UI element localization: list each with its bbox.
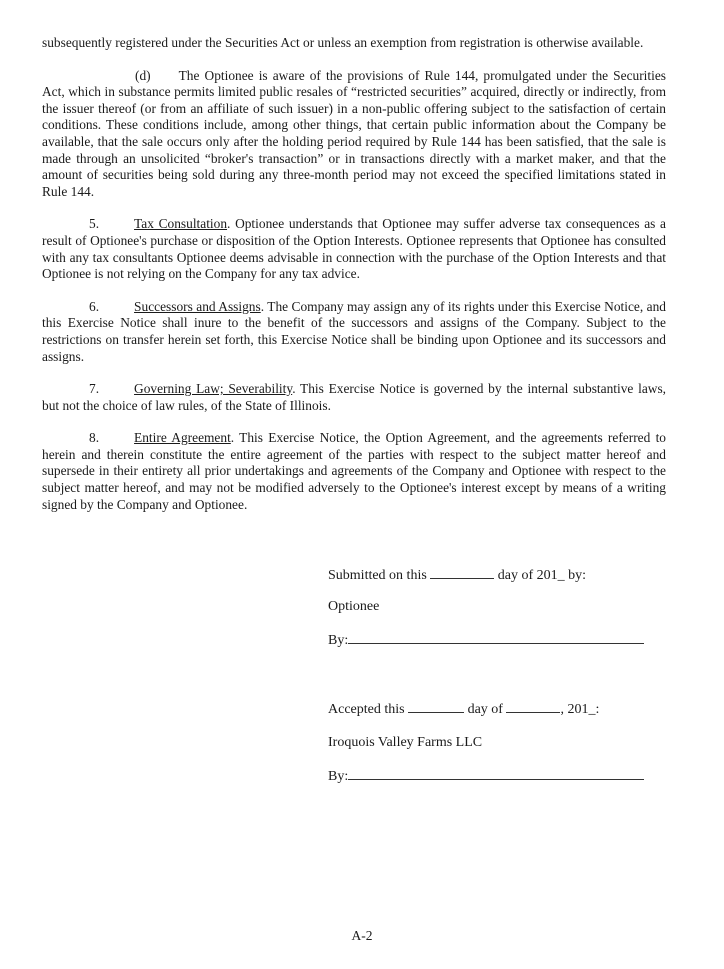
- submitted-mid: day of 201_ by:: [497, 568, 587, 583]
- section-6: [42, 299, 666, 365]
- section-5-text: . Optionee understands that Optionee may suffer adverse tax consequences as a result of Optionee's purchase or disposition of the Option Interests. Optionee represents that Optionee has consulted with any tax consultants Optionee deems advisable in connection with the purchase of the Option Interests and that Optionee is not relying on the Company for any tax advice.: [42, 216, 666, 282]
- company-name-line: [328, 734, 482, 752]
- section-8-text: . This Exercise Notice, the Option Agreement, and the agreements referred to herein and therein constitute the entire agreement of the parties with respect to the subject matter hereof and supersede in their entirety all prior undertakings and agreements of the Company and Optionee with respect to the subject matter hereof, and may not be modified adversely to the Optionee's interest except by means of a writing signed by the Company and Optionee.: [42, 430, 666, 512]
- section-8-heading: Entire Agreement: [134, 430, 231, 446]
- section-7-heading: Governing Law; Severability: [134, 381, 293, 397]
- paragraph-d-text: The Optionee is aware of the provisions of Rule 144, promulgated under the Securities Act, which in substance permits limited public resales of “restricted securities” acquired, directly or indirectly, from the issuer thereof (or from an affiliate of such issuer) in a non-public offering subject to the satisfaction of certain conditions. These conditions include, among other things, that certain public information about the Company be available, that the sale occurs only after the holding period required by Rule 144 has been satisfied, that the sale is made through an unsolicited “broker's transaction” or in transactions directly with a market maker, and that the amount of securities being sold during any three-month period may not exceed the specified limitations stated in Rule 144.: [42, 67, 666, 199]
- paragraph-continuation-text: subsequently registered under the Securities Act or unless an exemption from registration is otherwise available.: [42, 35, 644, 50]
- optionee-signature-line: [328, 631, 644, 650]
- submitted-day-blank[interactable]: [430, 566, 494, 579]
- accepted-prefix: Accepted this: [328, 702, 405, 717]
- section-7-text: . This Exercise Notice is governed by the internal substantive laws, but not the choice of law rules, of the State of Illinois.: [42, 381, 666, 413]
- submitted-line: [328, 566, 586, 585]
- section-5-number: 5.: [89, 216, 100, 232]
- accepted-suffix: , 201_:: [560, 702, 600, 717]
- optionee-label: Optionee: [328, 599, 380, 614]
- section-8: [42, 430, 666, 513]
- paragraph-d: [42, 68, 666, 201]
- section-5-heading: Tax Consultation: [134, 216, 228, 232]
- section-6-number: 6.: [89, 298, 100, 314]
- accepted-month-blank[interactable]: [506, 700, 560, 713]
- body-text: [42, 35, 666, 513]
- section-7-number: 7.: [89, 381, 100, 397]
- optionee-signature-blank[interactable]: [348, 631, 644, 644]
- paragraph-continuation: [42, 35, 666, 52]
- company-signature-blank[interactable]: [348, 767, 644, 780]
- paragraph-d-label: (d): [135, 67, 151, 83]
- company-name: Iroquois Valley Farms LLC: [328, 735, 483, 750]
- optionee-label-line: [328, 598, 379, 616]
- submitted-prefix: Submitted on this: [328, 568, 427, 583]
- section-7: [42, 381, 666, 414]
- optionee-by-label: By:: [328, 633, 349, 648]
- company-signature-line: [328, 767, 644, 786]
- section-6-text: . The Company may assign any of its rights under this Exercise Notice, and this Exercise Notice shall inure to the benefit of the successors and assigns of the Company. Subject to the restrictions on transfer herein set forth, this Exercise Notice shall be binding upon Optionee and its successors and assigns.: [42, 298, 666, 364]
- section-6-heading: Successors and Assigns: [134, 298, 261, 314]
- accepted-mid: day of: [467, 702, 503, 717]
- accepted-day-blank[interactable]: [408, 700, 464, 713]
- accepted-line: [328, 700, 599, 719]
- page-number: A-2: [351, 928, 373, 943]
- section-8-number: 8.: [89, 430, 100, 446]
- company-by-label: By:: [328, 769, 349, 784]
- section-5: [42, 216, 666, 282]
